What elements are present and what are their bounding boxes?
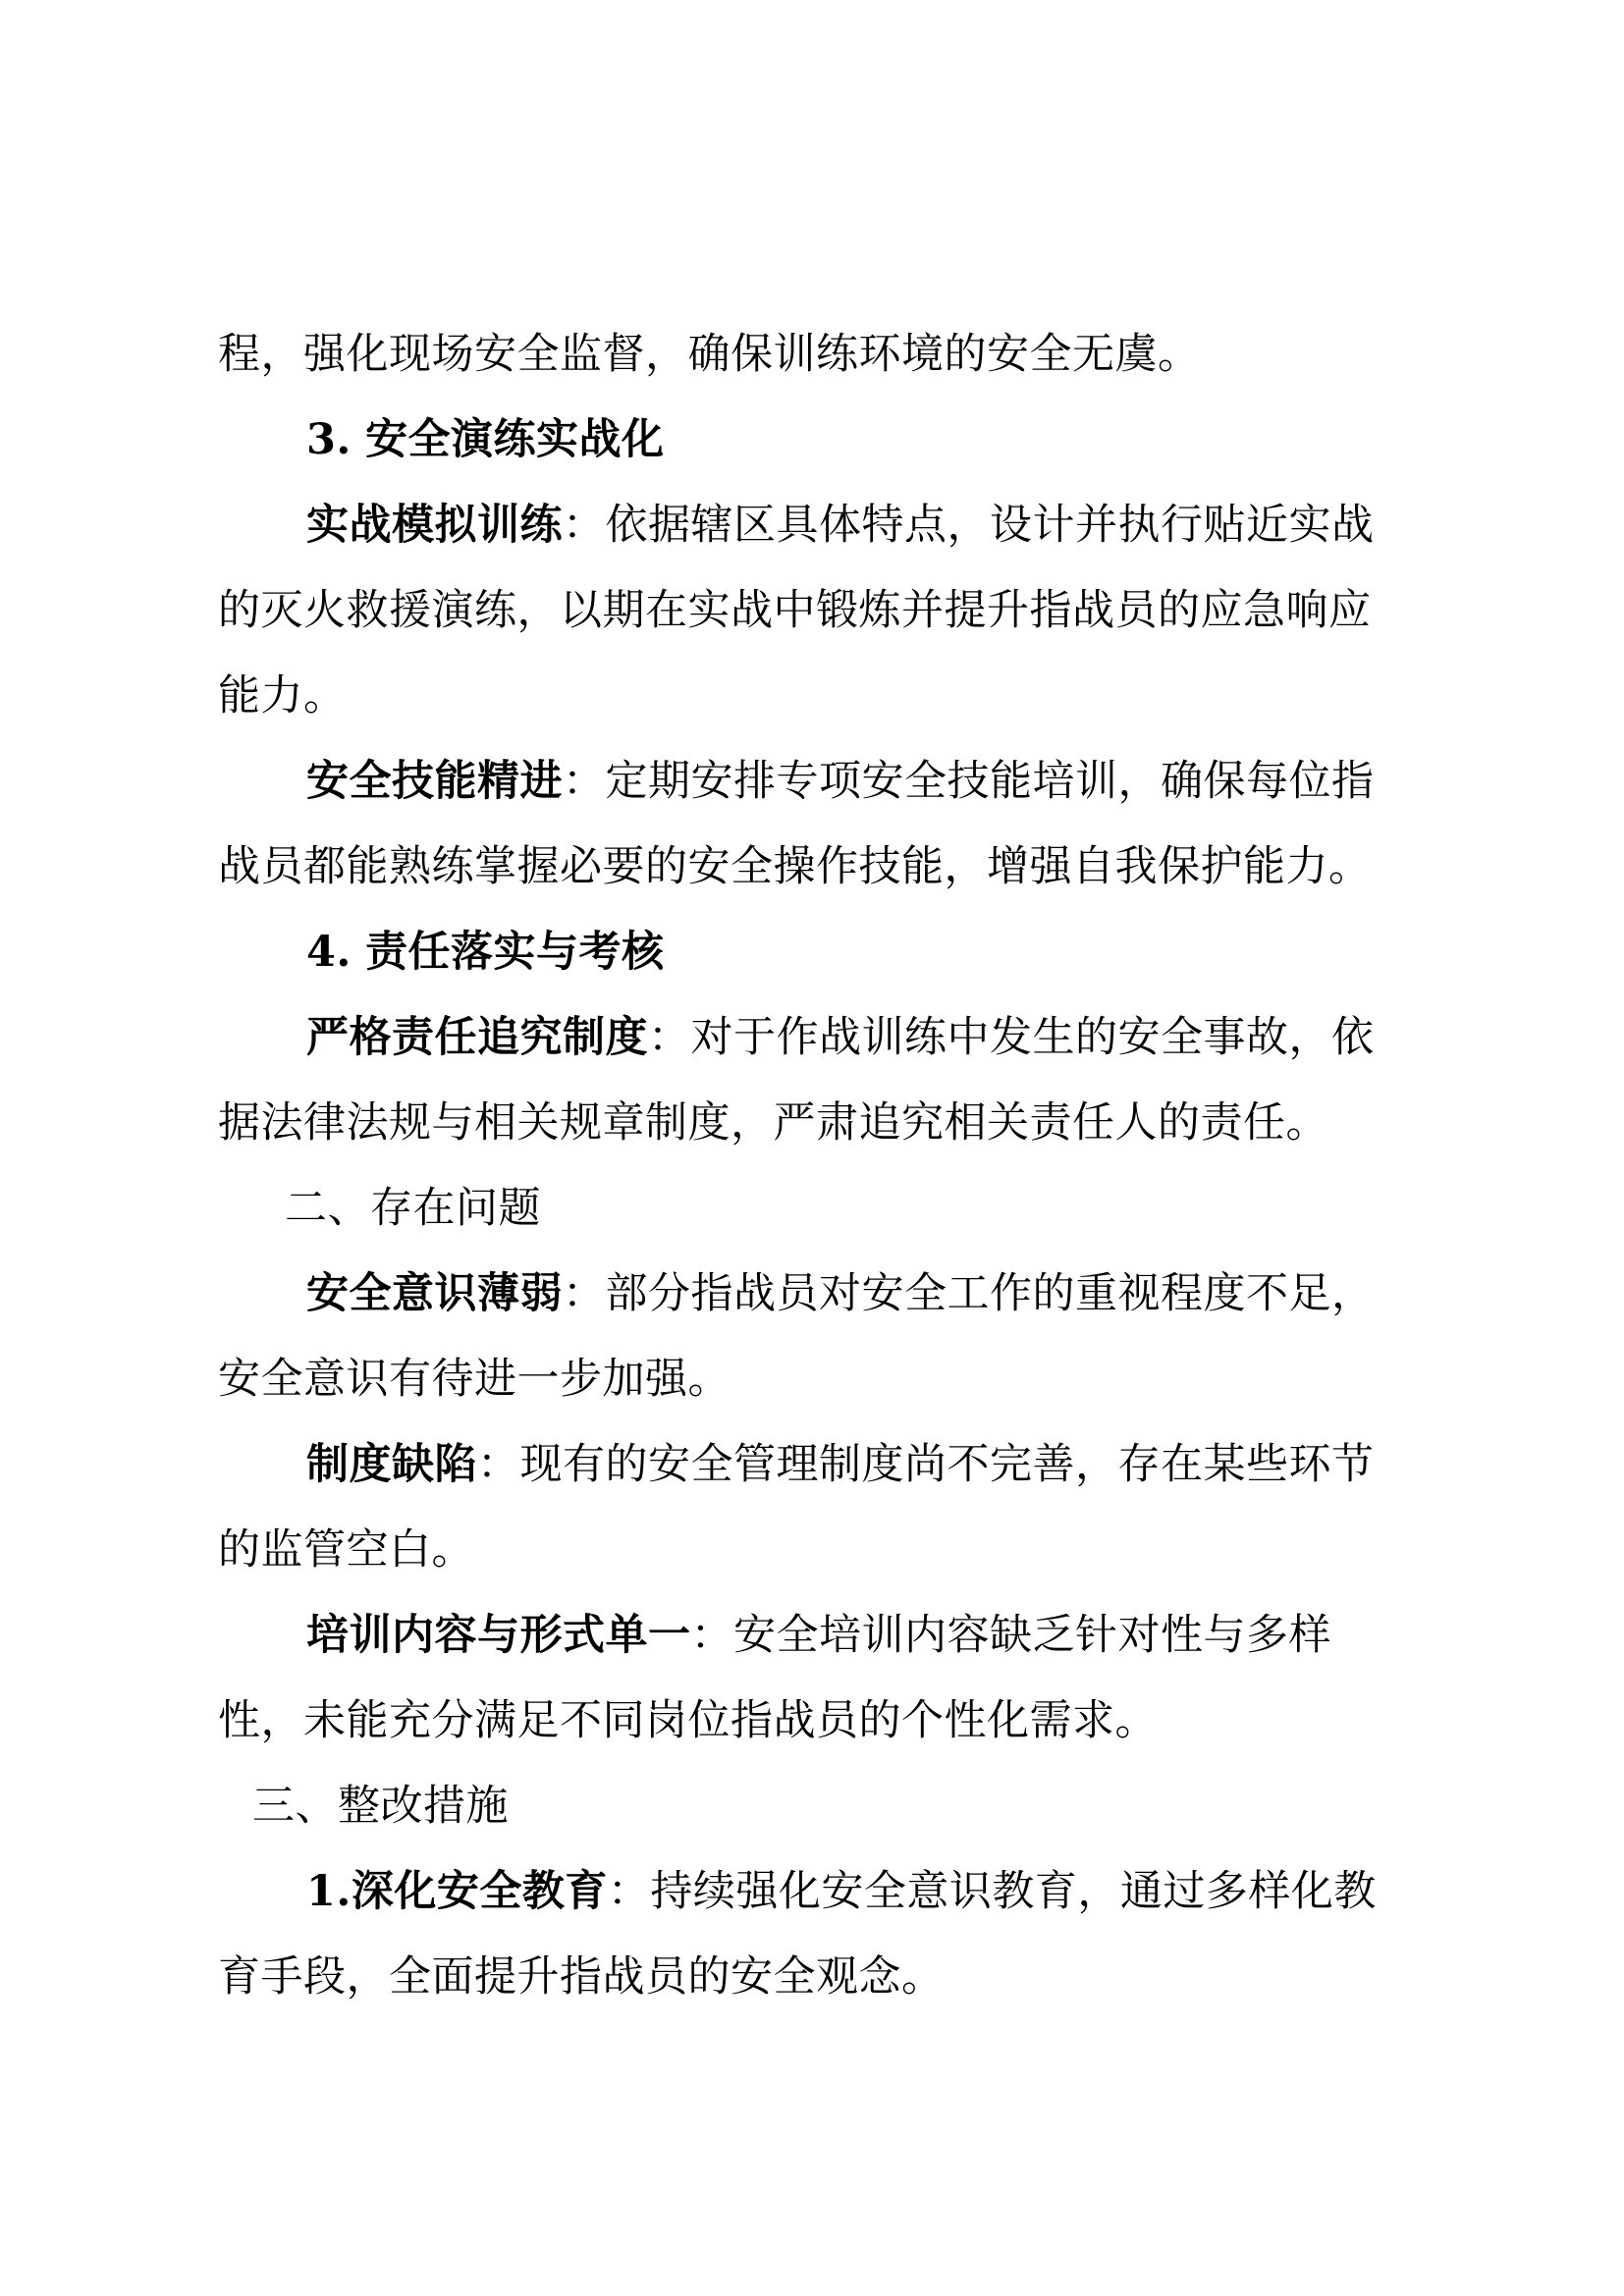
section-title: 安全演练实战化 xyxy=(365,415,665,464)
section-title: 责任落实与考核 xyxy=(365,928,665,977)
paragraph-continued xyxy=(218,312,1416,398)
section-number: 4. xyxy=(306,928,352,977)
item-text: 的灭火救援演练，以期在实战中锻炼并提升指战员的应急响应 xyxy=(218,586,1372,635)
text-continued-line: 程，强化现场安全监督，确保训练环境的安全无虞。 xyxy=(218,330,1201,379)
item-colon: ： xyxy=(477,1440,520,1489)
section-number: 3. xyxy=(306,415,352,464)
heading-text: 三、整改措施 xyxy=(252,1782,509,1831)
item-education xyxy=(218,1849,1416,1935)
item-colon: ： xyxy=(563,501,606,550)
item-combat-simulation-line3 xyxy=(218,654,1416,739)
item-skill-line2 xyxy=(218,825,1416,910)
document-body xyxy=(218,312,1416,2020)
item-accountability xyxy=(218,995,1416,1081)
item-text: 据法律法规与相关规章制度，严肃追究相关责任人的责任。 xyxy=(218,1098,1328,1148)
item-training-line2 xyxy=(218,1679,1416,1764)
section-heading-3 xyxy=(218,398,1416,483)
item-training xyxy=(218,1593,1416,1679)
item-title: 严格责任追究制度 xyxy=(306,1013,648,1062)
item-skill xyxy=(218,739,1416,825)
item-system xyxy=(218,1422,1416,1508)
item-title: 培训内容与形式单一 xyxy=(306,1611,691,1660)
item-text: 的监管空白。 xyxy=(218,1525,474,1575)
item-text: 部分指战员对安全工作的重视程度不足， xyxy=(605,1269,1375,1318)
item-text: 现有的安全管理制度尚不完善，存在某些环节 xyxy=(519,1440,1375,1489)
heading-problems xyxy=(218,1166,1416,1252)
item-accountability-line2 xyxy=(218,1081,1416,1166)
item-text: 能力。 xyxy=(218,671,347,721)
item-title: 深化安全教育 xyxy=(351,1867,608,1916)
item-title: 安全意识薄弱 xyxy=(306,1269,563,1318)
item-colon: ： xyxy=(563,757,606,806)
item-title: 制度缺陷 xyxy=(306,1440,477,1489)
item-colon: ： xyxy=(607,1867,651,1916)
item-text: 战员都能熟练掌握必要的安全操作技能，增强自我保护能力。 xyxy=(218,842,1372,891)
item-combat-simulation-line2 xyxy=(218,568,1416,654)
item-awareness xyxy=(218,1252,1416,1337)
item-text: 依据辖区具体特点，设计并执行贴近实战 xyxy=(605,501,1375,550)
item-text: 对于作战训练中发生的安全事故，依 xyxy=(690,1013,1375,1062)
heading-text: 二、存在问题 xyxy=(285,1184,541,1233)
item-text: 育手段，全面提升指战员的安全观念。 xyxy=(218,1952,945,2002)
heading-measures xyxy=(218,1764,1416,1849)
item-awareness-line2 xyxy=(218,1337,1416,1422)
item-colon: ： xyxy=(648,1013,691,1062)
item-text: 持续强化安全意识教育，通过多样化教 xyxy=(650,1867,1377,1916)
item-title: 安全技能精进 xyxy=(306,757,563,806)
item-system-line2 xyxy=(218,1508,1416,1593)
item-colon: ： xyxy=(690,1611,733,1660)
item-education-line2 xyxy=(218,1935,1416,2020)
section-heading-4 xyxy=(218,910,1416,995)
item-number: 1. xyxy=(306,1867,352,1916)
item-text: 安全意识有待进一步加强。 xyxy=(218,1355,731,1404)
item-title: 实战模拟训练 xyxy=(306,501,563,550)
item-text: 定期安排专项安全技能培训，确保每位指 xyxy=(605,757,1375,806)
item-colon: ： xyxy=(563,1269,606,1318)
item-text: 性，未能充分满足不同岗位指战员的个性化需求。 xyxy=(218,1696,1158,1745)
item-text: 安全培训内容缺乏针对性与多样 xyxy=(733,1611,1331,1660)
item-combat-simulation xyxy=(218,483,1416,568)
